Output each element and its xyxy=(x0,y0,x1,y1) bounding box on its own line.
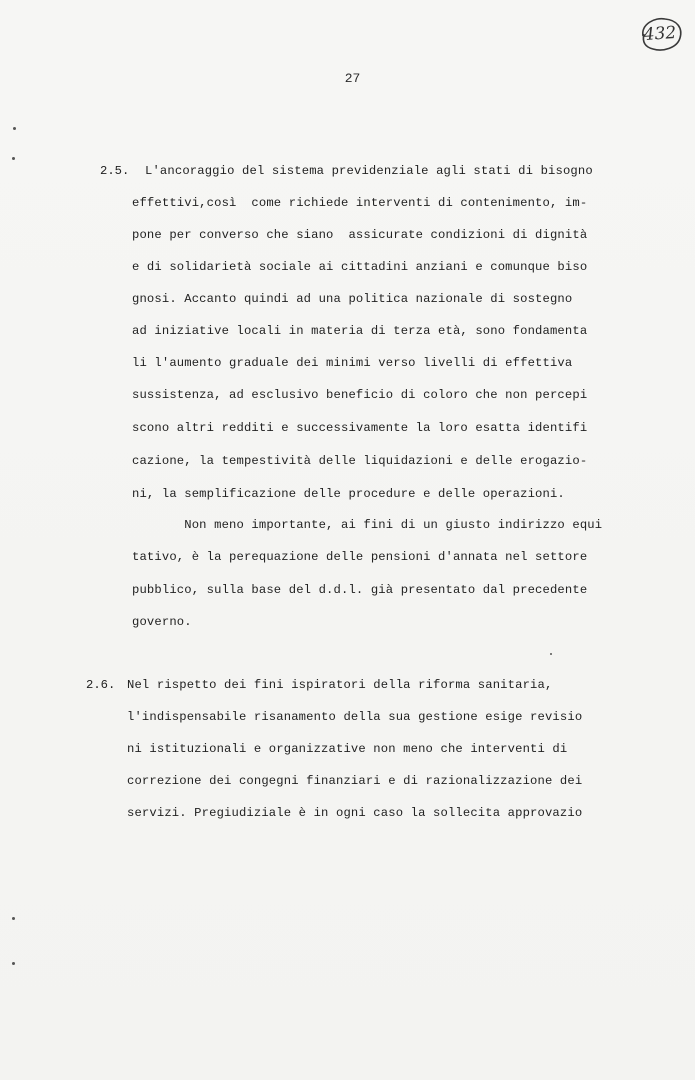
scan-speck xyxy=(13,127,16,130)
scan-speck xyxy=(550,653,552,655)
paragraph-line: ni istituzionali e organizzative non meno che interventi di xyxy=(127,742,568,756)
stamp-number: 432 xyxy=(643,22,677,46)
paragraph-line: ad iniziative locali in materia di terza età, sono fondamenta xyxy=(132,324,588,338)
paragraph-line: li l'aumento graduale dei minimi verso livelli di effettiva xyxy=(132,356,573,370)
paragraph-line: tativo, è la perequazione delle pensioni d'annata nel settore xyxy=(132,550,588,564)
paragraph-line: servizi. Pregiudiziale è in ogni caso la sollecita approvazio xyxy=(127,806,583,820)
paragraph-line: effettivi,così come richiede interventi di contenimento, im- xyxy=(132,196,588,210)
paragraph-line: cazione, la tempestività delle liquidazioni e delle erogazio- xyxy=(132,454,588,468)
paragraph-line: gnosi. Accanto quindi ad una politica nazionale di sostegno xyxy=(132,292,573,306)
section-number: 2.5. xyxy=(100,164,130,178)
archive-stamp xyxy=(635,14,685,54)
section-number: 2.6. xyxy=(86,678,116,692)
paragraph-line: Nel rispetto dei fini ispiratori della riforma sanitaria, xyxy=(127,678,553,692)
paragraph-line: e di solidarietà sociale ai cittadini anziani e comunque biso xyxy=(132,260,588,274)
scan-speck xyxy=(12,157,15,160)
scan-speck xyxy=(12,962,15,965)
paragraph-line: Non meno importante, ai fini di un giusto indirizzo equi xyxy=(132,518,603,532)
paragraph-line: pubblico, sulla base del d.d.l. già presentato dal precedente xyxy=(132,583,588,597)
paragraph-line: ni, la semplificazione delle procedure e delle operazioni. xyxy=(132,487,565,501)
paragraph-line: scono altri redditi e successivamente la loro esatta identifi xyxy=(132,421,588,435)
paragraph-line: L'ancoraggio del sistema previdenziale agli stati di bisogno xyxy=(145,164,593,178)
page-number: 27 xyxy=(344,71,361,86)
paragraph-line: sussistenza, ad esclusivo beneficio di coloro che non percepi xyxy=(132,388,588,402)
paragraph-line: governo. xyxy=(132,615,192,629)
paragraph-line: l'indispensabile risanamento della sua gestione esige revisio xyxy=(127,710,583,724)
paragraph-line: pone per converso che siano assicurate condizioni di dignità xyxy=(132,228,588,242)
paragraph-line: correzione dei congegni finanziari e di razionalizzazione dei xyxy=(127,774,583,788)
scan-speck xyxy=(12,917,15,920)
